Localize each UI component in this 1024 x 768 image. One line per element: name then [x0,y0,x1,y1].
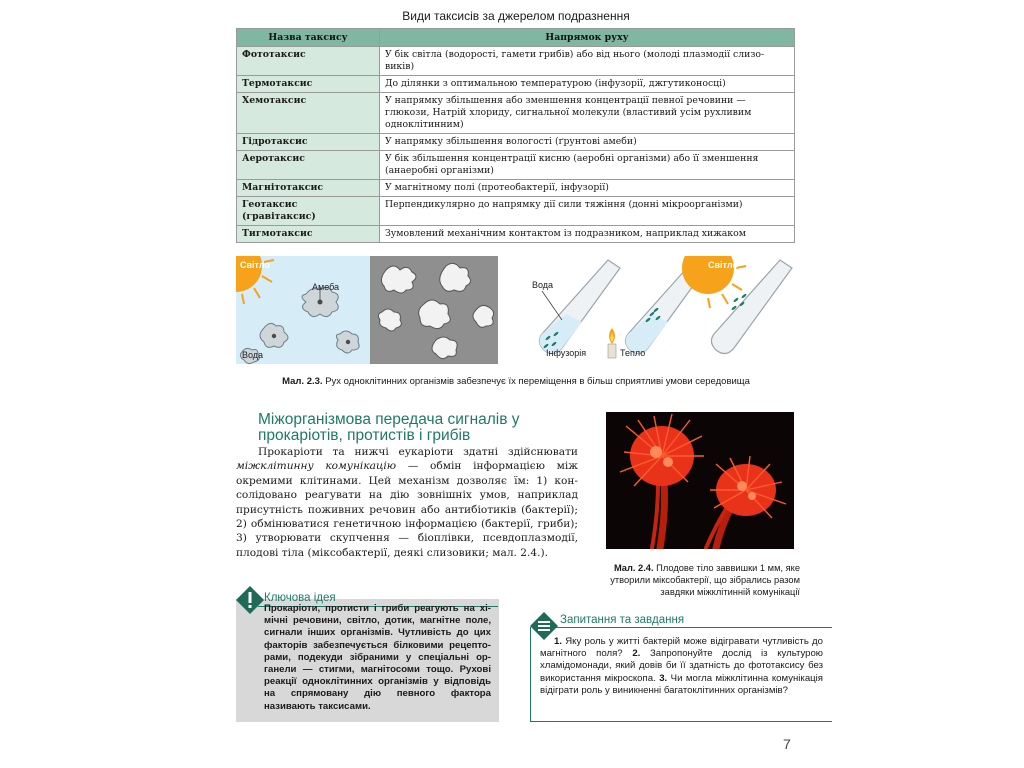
table-row [237,93,795,134]
table-header-row [237,29,795,47]
key-idea-text: Прокаріоти, протисти і гриби реагують на хімічні речовини, світло, дотик, магнітне поле, сигнали інших організмів. Чутливість до цих факторів забезпечується білковими рецепторами, подекуди зібраними у спеціальні органели — стигми, магнітосоми тощо. Рухові реакції одноклітинних організмів у відповідь на спрямовану дію певного фактора називають таксисами. [264,603,491,712]
taxis-direction: Перпендикулярно до напрямку дії сили тяжіння (донні мікроорганізми) [380,197,795,226]
section-title: Міжорганізмова передача сигналів у прокаріотів, протистів і грибів [258,411,520,444]
taxis-direction: У бік світла (водорості, гамети грибів) або від нього (молоді плазмодії слизо-виків) [380,47,795,76]
taxis-name: Фототаксис [237,47,380,76]
task-number: 3. [659,672,668,684]
section-body [236,445,578,560]
taxis-name: Магнітотаксис [237,180,380,197]
thermotaxis-panel [532,260,706,358]
task-number: 1. [554,636,563,647]
paragraph-term: міжклітинну комунікацію [236,460,397,473]
figure-caption-text: Рух одноклітинних організмів забезпечує їх переміщення в більш сприятливі умови середовища [322,376,750,387]
taxis-name: Термотаксис [237,76,380,93]
tasks-heading: Запитання та завдання [560,614,685,626]
task-text: Чи могла міжклітинна комунікація відіграти роль у виникненні багатоклітинних організмів? [540,672,824,696]
key-idea-heading: Ключова ідея [264,592,336,604]
table-row [237,226,795,243]
taxis-name: Аеротаксис [237,151,380,180]
table-row [237,197,795,226]
tasks-text [540,636,823,697]
tasks-divider [554,627,832,628]
tasks-bottom-border [530,721,832,722]
table-row [237,47,795,76]
taxis-direction: У напрямку збільшення або зменшення концентрації певної речовини — глюкози, Натрій хлориду, сигнальної молекули (властивий усім рухливим одноклітинним) [380,93,795,134]
flame-icon [608,328,616,358]
heat-label: Тепло [620,348,646,358]
table-caption: Види таксисів за джерелом подразнення [402,9,630,23]
tasks-box [530,612,832,722]
table-row [237,180,795,197]
infusoria-label: Інфузорія [546,348,587,358]
myxobacteria-photo [606,412,794,549]
task-number: 2. [632,648,641,660]
column-header-name: Назва таксису [237,29,380,47]
taxis-direction: Зумовлений механічним контактом із подразником, наприклад хижаком [380,226,795,243]
light-label-left: Світло [240,260,270,270]
water-label-left: Вода [242,350,264,360]
paragraph-rest: — обмін інформацією між окремими клітинами. Цей механізм дозволяє їм: 1) консолідовано реагувати на дію зовнішніх умов, наприклад присутність поживних речовин або антибіотиків (бактерії); 2) обмінюватися генетичною інформацією (бактерії, гриби); 3) утворювати скупчення — біоплівки, псевдоплазмодії, плодові тіла (міксобактерії, деякі слизовики; мал. 2.4.). [236,460,578,559]
light-label-right: Світло [708,260,738,270]
taxis-table [236,28,795,243]
taxis-name: Гідротаксис [237,134,380,151]
photo-caption-text: Плодове тіло заввишки 1 мм, яке утворили міксобактерії, що зібрались разом завдяки міжклітинній комунікації [610,563,800,597]
tasks-left-border [530,627,531,722]
table-row [237,151,795,180]
taxis-direction: У напрямку збільшення вологості (ґрунтові амеби) [380,134,795,151]
amoeba-panel [236,256,498,364]
exclamation-icon [236,586,264,614]
figure-caption [236,376,796,387]
phototaxis-panel [682,256,792,354]
photo-caption [596,562,800,598]
table-row [237,134,795,151]
test-tube-left [539,260,620,354]
column-header-direction: Напрямок руху [380,29,795,47]
taxis-direction: У магнітному полі (протеобактерії, інфузорії) [380,180,795,197]
taxis-direction: У бік збільшення концентрації кисню (аеробні організми) або її зменшення (анаеробні організми) [380,151,795,180]
figure-caption-label: Мал. 2.3. [282,376,323,387]
photo-caption-label: Мал. 2.4. [613,563,654,573]
taxis-name: Тигмотаксис [237,226,380,243]
key-idea-box [236,592,499,722]
page-number: 7 [783,736,791,752]
task-text: Запропонуйте дослід із культурою хламідомонади, який довів би її здатність до фототаксису без використання мікроскопа. [540,648,823,684]
taxis-illustration [236,256,796,366]
taxis-name: Геотаксис (гравітаксис) [237,197,380,226]
paragraph-start: Прокаріоти та нижчі еукаріоти здатні здійснювати [258,446,578,458]
task-text: Яку роль у житті бактерій може відігравати чутливість до магнітного поля? [540,636,823,660]
taxis-name: Хемотаксис [237,93,380,134]
paragraph [236,445,578,560]
water-label-right: Вода [532,280,554,290]
taxis-direction: До ділянки з оптимальною температурою (інфузорії, джгутиконосці) [380,76,795,93]
table-row [237,76,795,93]
amoeba-label: Амеба [312,282,340,292]
